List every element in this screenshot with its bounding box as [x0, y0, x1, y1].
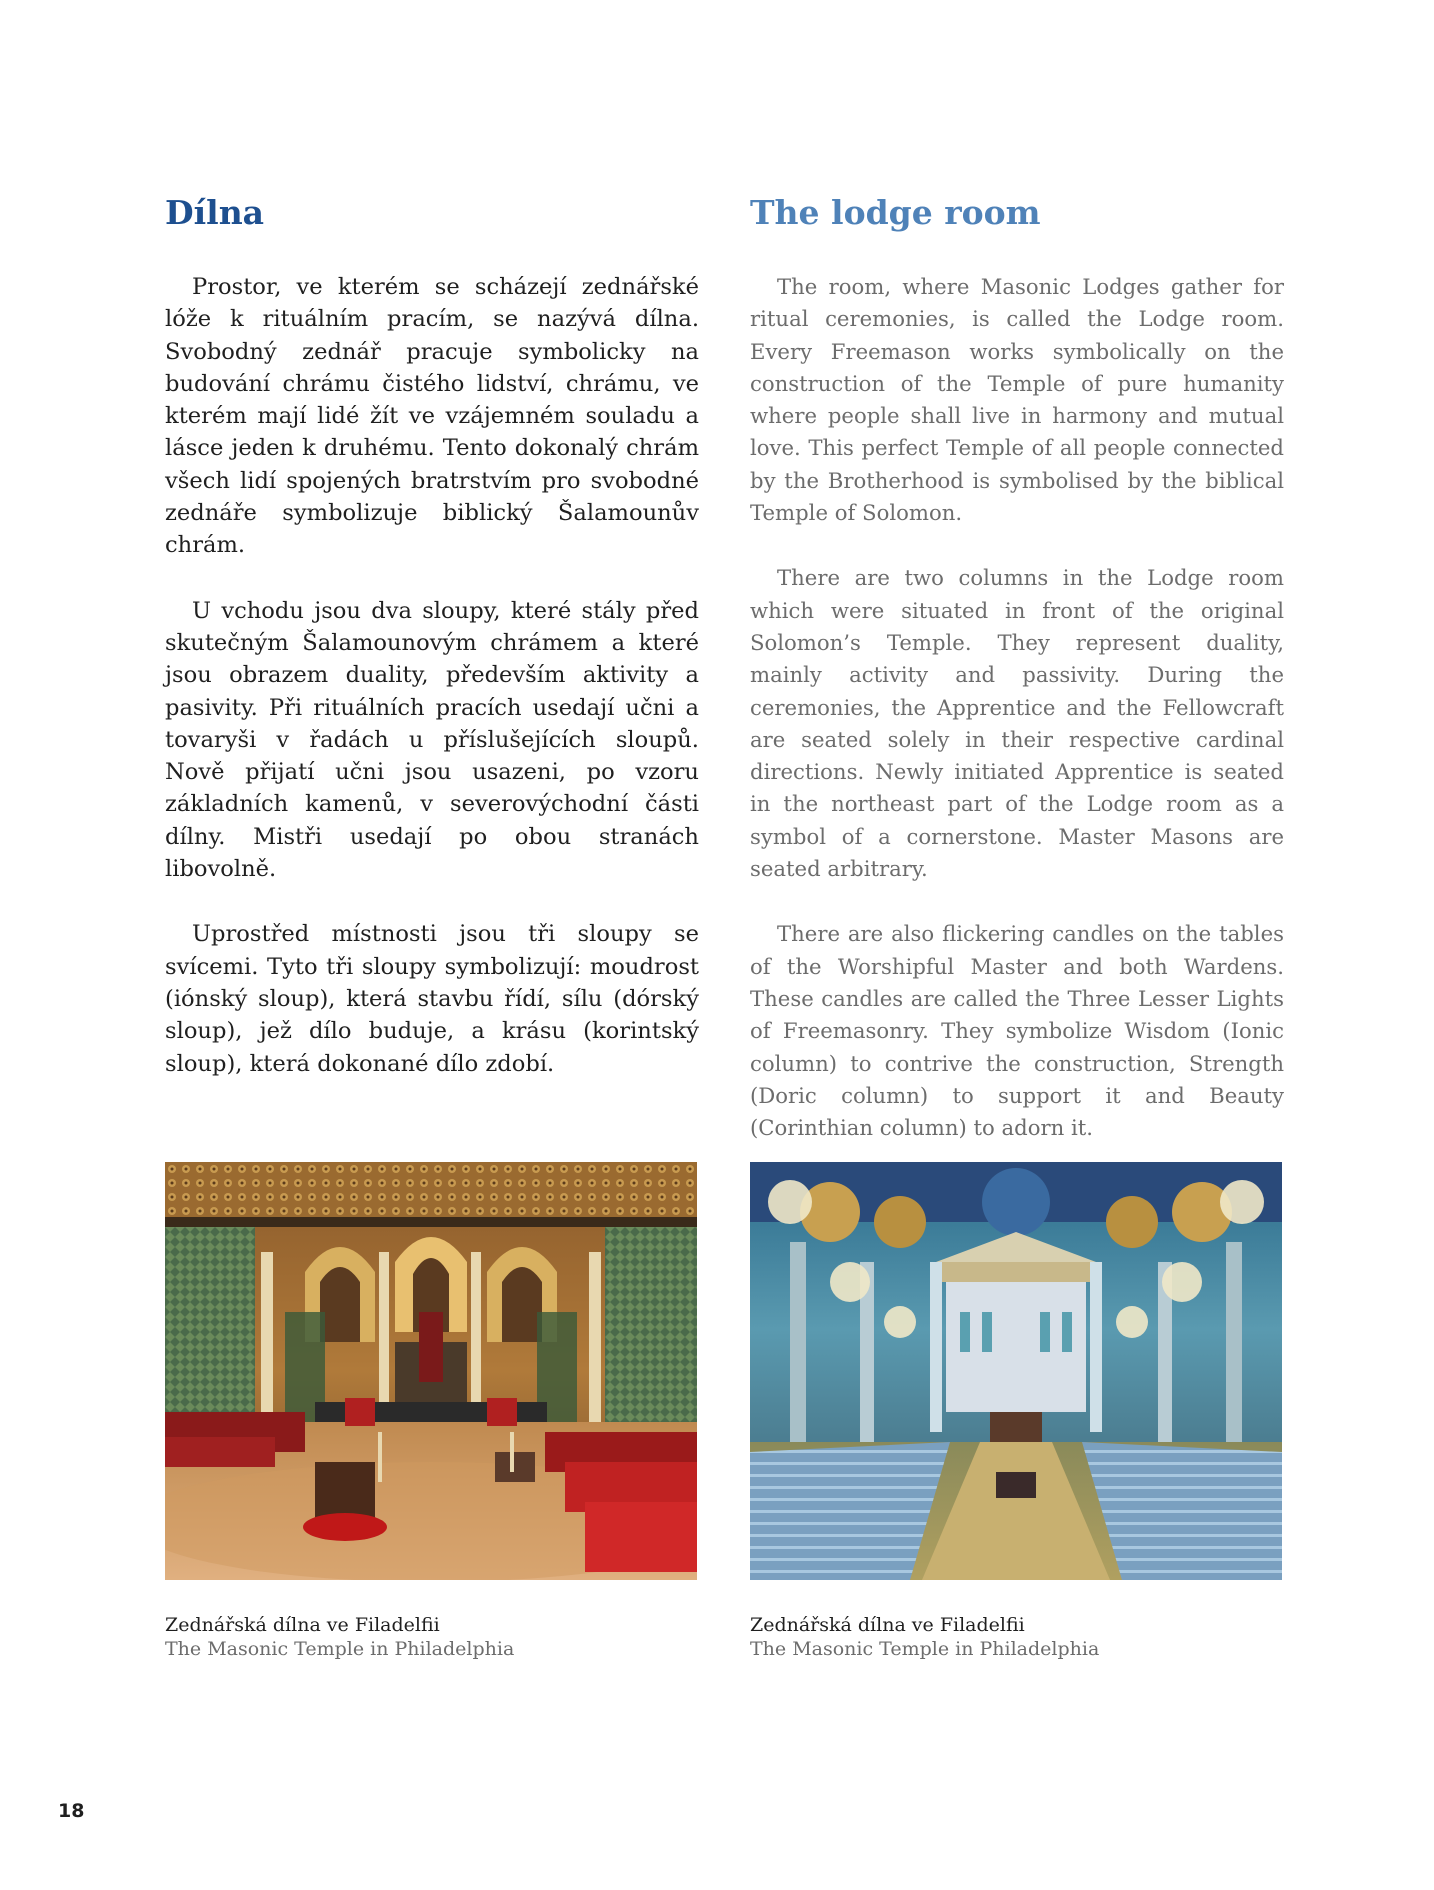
english-paragraph-1: The room, where Masonic Lodges gather for ritual ceremonies, is called the Lodge room. Every Freemason works symbolically on the construction of the Temple of pure humanity where people shall live in harmony and mutual love. This perfect Temple of all people connected by the Brotherhood is symbolised by the biblical Temple of Solomon. [750, 274, 1284, 526]
caption-right-czech: Zednářská dílna ve Filadelfii [750, 1614, 1025, 1636]
page-number: 18 [58, 1800, 85, 1822]
caption-left-english: The Masonic Temple in Philadelphia [165, 1638, 515, 1660]
lodge-photo-ionic [750, 1162, 1282, 1580]
caption-right [750, 1613, 1290, 1661]
lodge-photo-moorish [165, 1162, 697, 1580]
czech-paragraph-2: U vchodu jsou dva sloupy, které stály před skutečným Šalamounovým chrámem a které jsou obrazem duality, především aktivity a pasivity. Při rituálních pracích usedají učni a tovaryši v řadách u příslušejících sloupů. Nově přijatí učni jsou usazeni, po vzoru základních kamenů, v severovýchodní části dílny. Mistři usedají po obou stranách libovolně. [165, 597, 699, 883]
english-heading: The lodge room [750, 193, 1041, 232]
caption-left [165, 1613, 705, 1661]
czech-paragraph-1: Prostor, ve kterém se scházejí zednářské lóže k rituálním pracím, se nazývá dílna. Svobodný zednář pracuje symbolicky na budování chrámu čistého lidství, chrámu, ve kterém mají lidé žít ve vzájemném souladu a lásce jeden k druhému. Tento dokonalý chrám všech lidí spojených bratrstvím pro svobodné zednáře symbolizuje biblický Šalamounův chrám. [165, 274, 699, 559]
ionic-hall-image [750, 1162, 1282, 1580]
caption-right-english: The Masonic Temple in Philadelphia [750, 1638, 1100, 1660]
moorish-hall-image [165, 1162, 697, 1580]
czech-heading: Dílna [165, 193, 265, 232]
english-column [750, 190, 1284, 1177]
czech-column [165, 190, 699, 1113]
caption-left-czech: Zednářská dílna ve Filadelfii [165, 1614, 440, 1636]
english-paragraph-3: There are also flickering candles on the tables of the Worshipful Master and both Wardens. These candles are called the Three Lesser Lights of Freemasonry. They symbolize Wisdom (Ionic column) to contrive the construction, Strength (Doric column) to support it and Beauty (Corinthian column) to adorn it. [750, 921, 1284, 1141]
english-paragraph-2: There are two columns in the Lodge room which were situated in front of the original Solomon’s Temple. They represent duality, mainly activity and passivity. During the ceremonies, the Apprentice and the Fellowcraft are seated solely in their respective cardinal directions. Newly initiated Apprentice is seated in the northeast part of the Lodge room as a symbol of a cornerstone. Master Masons are seated arbitrary. [750, 565, 1284, 882]
czech-paragraph-3: Uprostřed místnosti jsou tři sloupy se svícemi. Tyto tři sloupy symbolizují: moudrost (iónský sloup), která stavbu řídí, sílu (dórský sloup), jež dílo buduje, a krásu (korintský sloup), která dokonané dílo zdobí. [165, 921, 699, 1077]
